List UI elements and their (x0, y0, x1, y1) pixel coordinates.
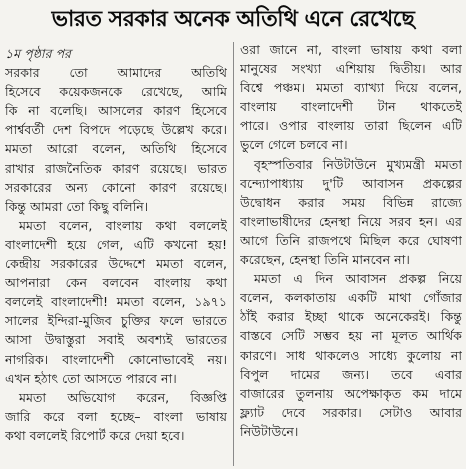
text-line: বন্দ্যোপাধ্যায় দু'টি আবাসন প্রকল্পের (240, 175, 462, 191)
text-line: বৃহস্পতিবার নিউটাউনে মুখ্যমন্ত্রী মমতা (254, 156, 462, 172)
text-line: পারে। ওপার বাংলায় তারা ছিলেন এটি (240, 118, 462, 134)
text-line: বাংলায় বাংলাদেশী টান থাকতেই (240, 99, 462, 115)
text-line: বাজারের তুলনায় অপেক্ষাকৃত কম দামে (240, 385, 462, 401)
text-line: সরকারের অন্য কোনো কারণ রয়েছে। (5, 179, 227, 195)
headline: ভারত সরকার অনেক অতিথি এনে রেখেছে (51, 6, 415, 32)
text-line: নাগরিক। বাংলাদেশী কোনোভাবেই নয়। (5, 351, 227, 367)
text-line: ঠাঁই করার ইচ্ছা থাকে অনেকেরই। কিন্তু (240, 309, 462, 325)
text-line: সালের ইন্দিরা-মুজিব চুক্তির ফলে ভারতে (5, 313, 227, 329)
text-line: বললেই বাংলাদেশী! মমতা বলেন, ১৯৭১ (5, 294, 227, 310)
text-line: পার্শ্ববর্তী দেশ বিপদে পড়েছে উল্লেখ করে। (5, 122, 227, 138)
right-column (240, 40, 462, 441)
text-line: বাংলাভাষীদের হেনস্থা নিয়ে সরব হন। এর (240, 213, 462, 229)
text-line: মমতা এ দিন আবাসন প্রকল্প নিয়ে (254, 271, 462, 287)
text-line: হিসেবে কয়েকজনকে রেখেছে, আমি (5, 84, 227, 100)
text-line: ওরা জানে না, বাংলা ভাষায় কথা বলা (240, 42, 462, 57)
text-line: বাংলাদেশী হয়ে গেল, এটি কখনো হয়! (5, 236, 227, 252)
text-line: মমতা বলেন, বাংলায় কথা বললেই (19, 217, 227, 233)
text-line: বাস্তবে সেটি সম্ভব হয় না মূলত আর্থিক (240, 328, 462, 344)
text-line: রাখার রাজনৈতিক কারণ রয়েছে। ভারত (5, 160, 227, 176)
text-line: কিন্তু আমরা তো কিছু বলিনি। (5, 198, 149, 214)
text-line: কারণে। সাধ থাকলেও সাধ্যে কুলোয় না (240, 347, 462, 363)
text-line: আসা উদ্বাস্তুরা সবাই অবশ্যই ভারতের (5, 332, 227, 348)
text-line: সরকার তো আমাদের অতিথি (5, 65, 227, 81)
text-line: বলেন, কলকাতায় একটি মাথা গোঁজার (240, 290, 462, 306)
text-line: নিউটাউনে। (240, 423, 299, 439)
text-line: ফ্ল্যাট দেবে সরকার। সেটাও আবার (240, 404, 462, 420)
text-line: বিশ্বে পঞ্চম। মমতা ব্যাখ্যা দিয়ে বলেন, (240, 80, 462, 96)
text-line: ভুলে গেলে চলবে না। (240, 137, 348, 153)
text-line: করেছেন, হেনস্থা তিনি মানবেন না। (240, 252, 410, 268)
text-line: মমতা আরো বলেন, অতিথি হিসেবে (5, 141, 227, 157)
text-line: মমতা অভিযোগ করেন, বিজ্ঞপ্তি (19, 389, 227, 405)
text-line: উদ্বোধন করার সময় বিভিন্ন রাজ্যে (240, 194, 462, 210)
text-line: কেন্দ্রীয় সরকারের উদ্দেশে মমতা বলেন, (5, 256, 227, 272)
continuation-note: ১ম পৃষ্ঠার পর (5, 46, 71, 61)
text-line: কথা বললেই রিপোর্ট করে দেয়া হবে। (5, 427, 185, 443)
text-line: আগে তিনি রাজপথে মিছিল করে ঘোষণা (240, 232, 462, 248)
text-line: বিপুল দামের জন্য। তবে এবার (240, 366, 462, 382)
column-divider (233, 42, 234, 466)
text-line: জারি করে বলা হচ্ছে– বাংলা ভাষায় (5, 408, 227, 424)
text-line: এখন হঠাৎ তো আসতে পারবে না। (5, 370, 177, 386)
text-line: আপনারা কেন বলবেন বাংলায় কথা (5, 275, 227, 291)
left-column (5, 44, 227, 445)
text-line: কি না বলেছি। আসলের কারণ হিসেবে (5, 103, 227, 119)
text-line: মানুষের সংখ্যা এশিয়ায় দ্বিতীয়। আর (240, 61, 462, 77)
